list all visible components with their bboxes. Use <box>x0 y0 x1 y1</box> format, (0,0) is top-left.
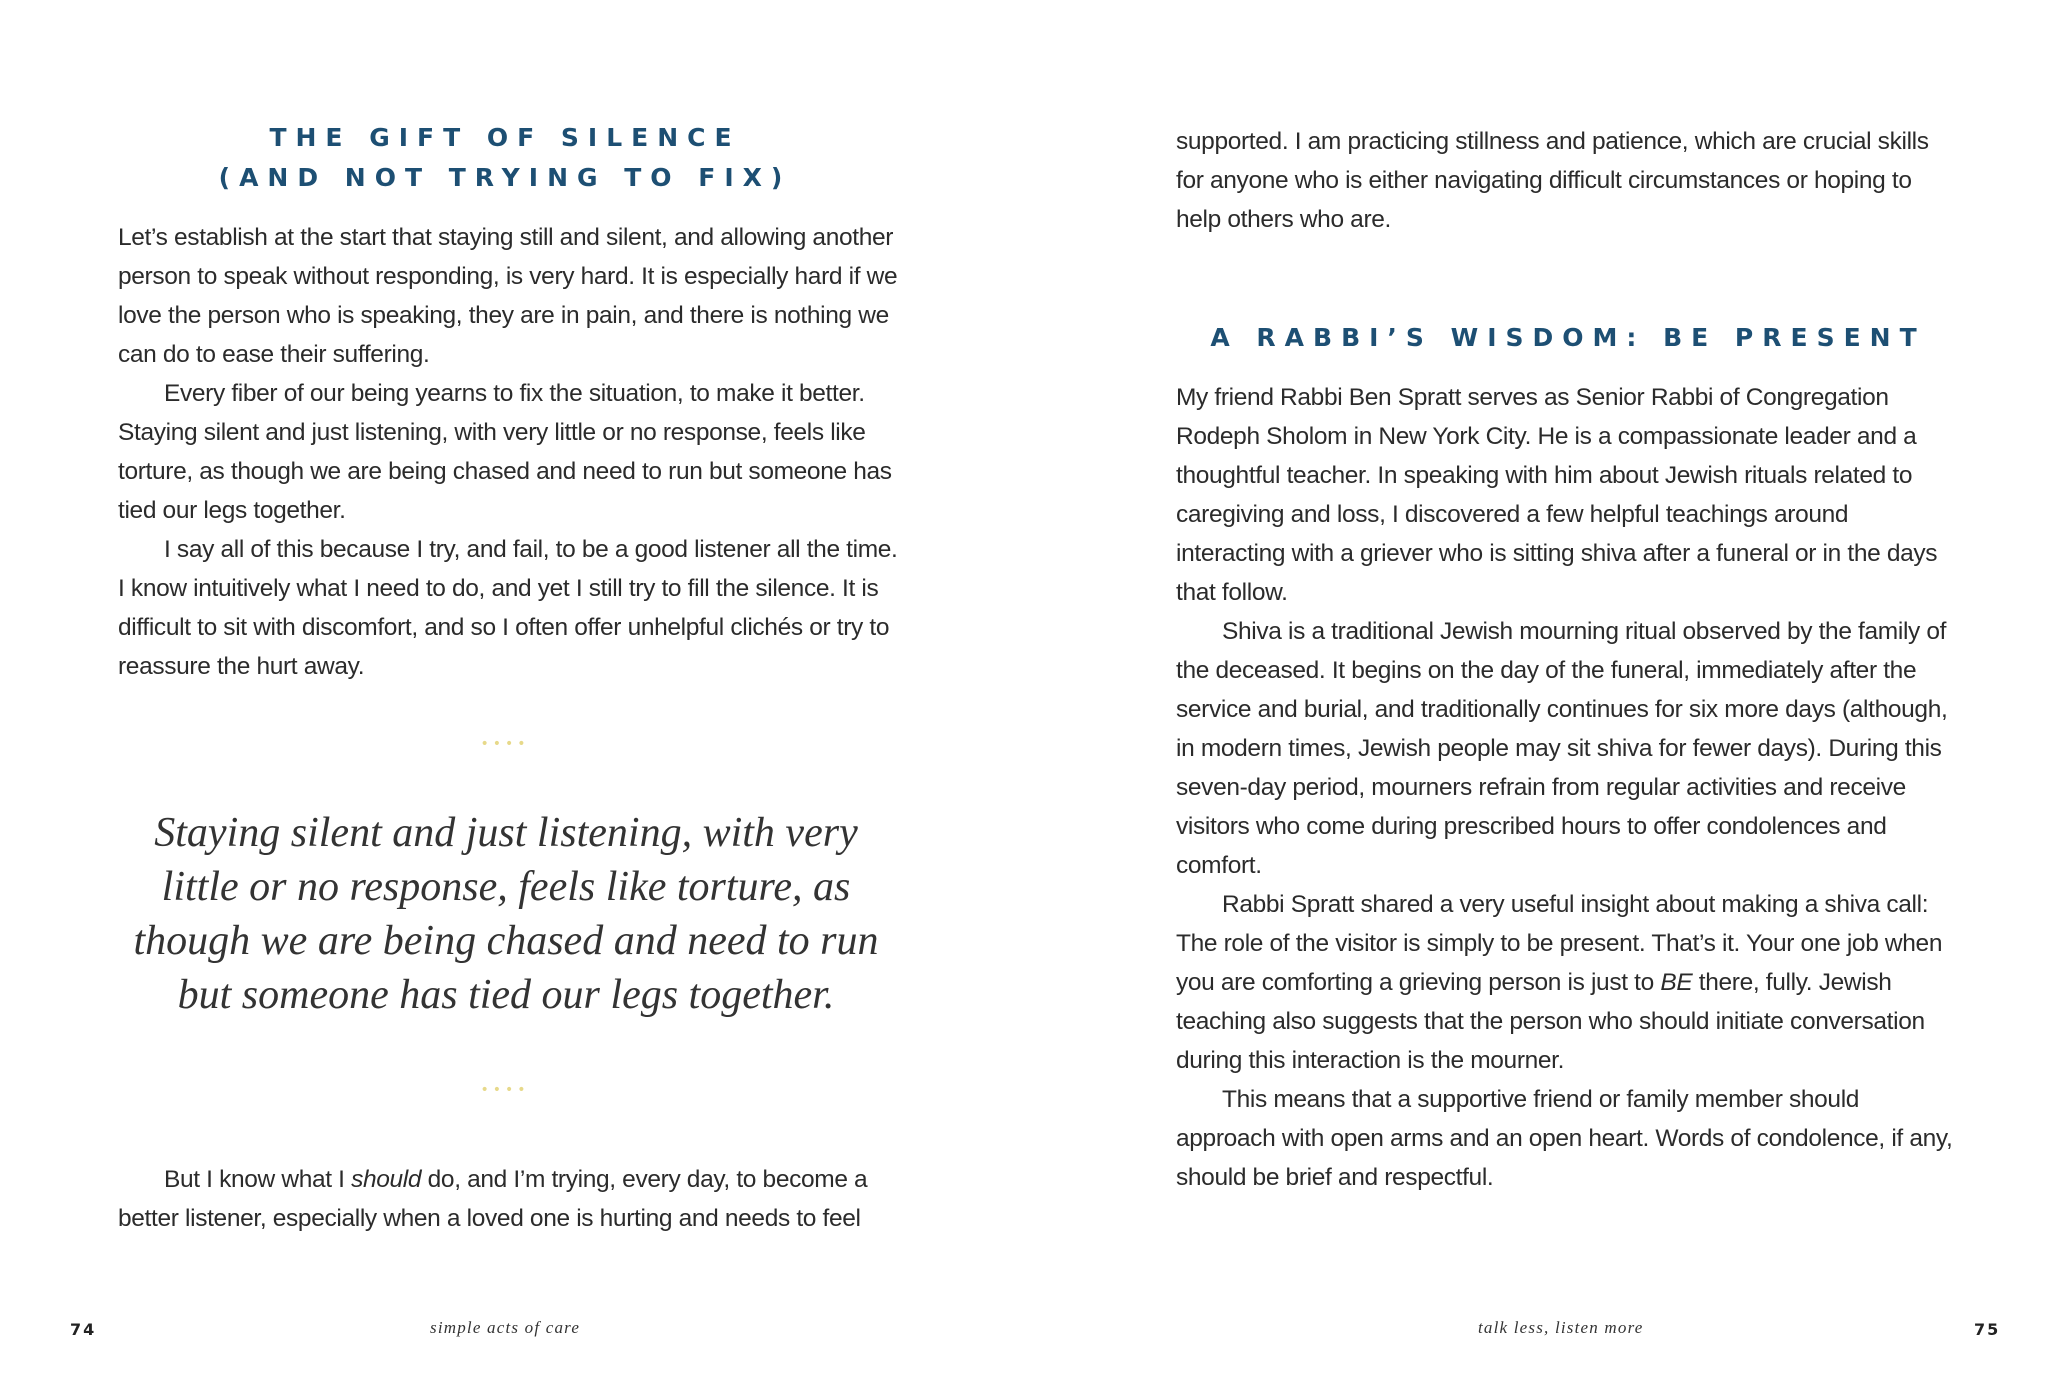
page-number-left: 74 <box>70 1320 97 1339</box>
closing-text: do, and I’m trying, every day, to become a better listener, especially when a loved one is hurting and needs to feel <box>118 1166 868 1232</box>
left-heading <box>118 118 892 198</box>
paragraph: Let’s establish at the start that staying still and silent, and allowing another person to speak without responding, is very hard. It is especially hard if we love the person who is speaking, they are in pain, and there is nothing we can do to ease their suffering. <box>118 224 898 368</box>
paragraph-text: there, fully. Jewish teaching also suggests that the person who should initiate conversation during this interaction is the mourner. <box>1176 969 1925 1074</box>
right-continuation <box>1176 122 1960 239</box>
ornament-bottom: •••• <box>480 1082 530 1098</box>
page-number-right: 75 <box>1974 1320 2001 1339</box>
paragraph-text: Rabbi Spratt shared a very useful insight about making a shiva call: The role of the visitor is simply to be present. That’s it. Your one job when you are comforting a grieving person is just to <box>1176 891 1943 996</box>
right-body <box>1176 378 1960 1197</box>
left-closing <box>118 1160 900 1238</box>
left-heading-line-1: THE GIFT OF SILENCE <box>269 123 741 152</box>
left-heading-line-2: (AND NOT TRYING TO FIX) <box>218 163 792 192</box>
continuation-paragraph: supported. I am practicing stillness and patience, which are crucial skills for anyone who is either navigating difficult circumstances or hoping to help others who are. <box>1176 128 1929 233</box>
closing-paragraph <box>118 1160 900 1238</box>
paragraph-emphasis: BE <box>1660 969 1693 996</box>
left-page <box>0 0 1026 1400</box>
paragraph: I say all of this because I try, and fail, to be a good listener all the time. I know intuitively what I need to do, and yet I still try to fill the silence. It is difficult to sit with discomfort, and so I often offer unhelpful clichés or try to reassure the hurt away. <box>118 536 898 680</box>
paragraph: Every fiber of our being yearns to fix the situation, to make it better. Staying silent and just listening, with very little or no response, feels like torture, as though we are being chased and need to run but someone has tied our legs together. <box>118 380 892 524</box>
paragraph: Shiva is a traditional Jewish mourning ritual observed by the family of the deceased. It begins on the day of the funeral, immediately after the service and burial, and traditionally continues for six more days (although, in modern times, Jewish people may sit shiva for fewer days). During this seven-day period, mourners refrain from regular activities and receive visitors who come during prescribed hours to offer condolences and comfort. <box>1176 618 1948 879</box>
running-head-left: simple acts of care <box>430 1318 581 1337</box>
right-heading: A RABBI’S WISDOM: BE PRESENT <box>1210 323 1926 352</box>
paragraph: This means that a supportive friend or family member should approach with open arms and an open heart. Words of condolence, if any, should be brief and respectful. <box>1176 1086 1953 1191</box>
paragraph: My friend Rabbi Ben Spratt serves as Senior Rabbi of Congregation Rodeph Sholom in New York City. He is a compassionate leader and a thoughtful teacher. In speaking with him about Jewish rituals related to caregiving and loss, I discovered a few helpful teachings around interacting with a griever who is sitting shiva after a funeral or in the days that follow. <box>1176 384 1938 606</box>
right-page <box>1026 0 2053 1400</box>
paragraph <box>1176 885 1960 1080</box>
left-body <box>118 218 900 686</box>
running-head-right: talk less, listen more <box>1478 1318 1644 1337</box>
closing-emphasis: should <box>351 1166 422 1193</box>
pull-quote: Staying silent and just listening, with very little or no response, feels like torture, as though we are being chased and need to run but someone has tied our legs together. <box>133 810 879 1018</box>
ornament-top: •••• <box>480 736 530 752</box>
closing-text: But I know what I <box>164 1166 352 1193</box>
